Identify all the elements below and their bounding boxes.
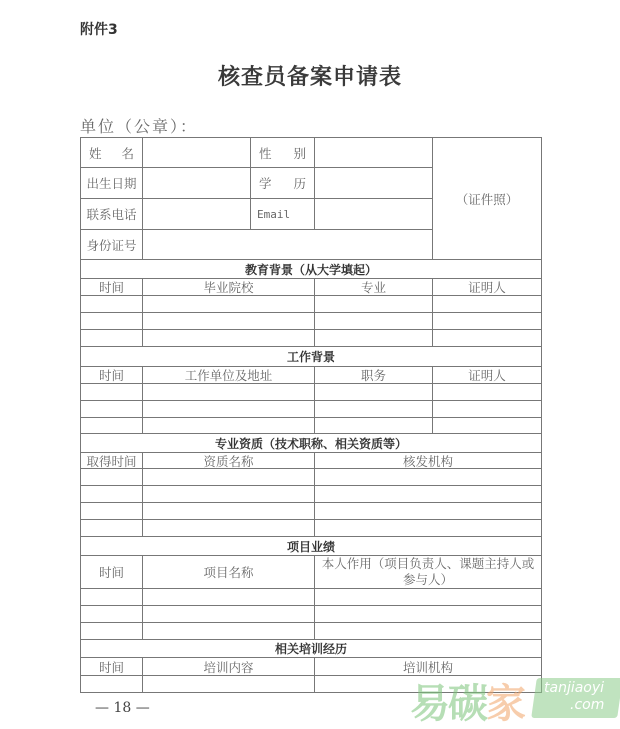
email-label: Email xyxy=(257,207,291,221)
projects-col-name: 项目名称 xyxy=(203,565,254,580)
row-line xyxy=(80,502,542,503)
name-label-a: 姓 xyxy=(89,145,102,161)
work-col-witness: 证明人 xyxy=(468,368,506,383)
name-field[interactable] xyxy=(143,138,250,167)
qualification-col-date: 取得时间 xyxy=(86,453,137,469)
education-level-field[interactable] xyxy=(315,168,432,198)
row-line xyxy=(80,312,542,313)
row-line xyxy=(80,468,542,469)
work-col-time: 时间 xyxy=(98,368,124,383)
work-col-employer: 工作单位及地址 xyxy=(184,368,273,383)
attachment-label: 附件3 xyxy=(80,22,118,38)
qualification-section-title: 专业资质（技术职称、相关资质等） xyxy=(214,436,407,451)
gender-label-b: 别 xyxy=(293,145,306,161)
row-line xyxy=(80,400,542,401)
watermark-char-3: 家 xyxy=(486,681,524,727)
work-section-title: 工作背景 xyxy=(286,350,335,364)
watermark-logo xyxy=(410,672,620,727)
id-number-label: 身份证号 xyxy=(86,237,137,253)
work-col-position: 职务 xyxy=(360,368,386,383)
row-line xyxy=(80,605,542,606)
unit-seal-label: 单位（公章）： xyxy=(80,117,199,136)
projects-col-role xyxy=(315,556,541,588)
table-border-right xyxy=(541,137,542,693)
watermark-domain-name: tanjiaoyi xyxy=(544,680,605,696)
row-line xyxy=(80,417,542,418)
watermark-char-2: 碳 xyxy=(448,681,486,727)
education-col-witness: 证明人 xyxy=(468,280,506,295)
projects-col-time: 时间 xyxy=(98,565,124,580)
training-section-title: 相关培训经历 xyxy=(274,642,347,656)
birth-date-label: 出生日期 xyxy=(86,176,137,191)
gender-label xyxy=(251,138,314,167)
education-col-school: 毕业院校 xyxy=(203,280,254,295)
education-level-label xyxy=(251,168,314,198)
education-col-time: 时间 xyxy=(98,280,124,295)
projects-col-role-line2: 参与人） xyxy=(402,572,453,587)
form-title: 核查员备案申请表 xyxy=(217,64,402,90)
watermark-chinese xyxy=(410,672,524,729)
education-level-label-b: 历 xyxy=(293,176,306,191)
gender-field[interactable] xyxy=(315,138,432,167)
phone-label: 联系电话 xyxy=(86,207,137,222)
education-section-title: 教育背景（从大学填起） xyxy=(244,262,377,277)
page-number: — 18 — xyxy=(95,700,150,716)
training-col-institution: 培训机构 xyxy=(402,659,453,675)
row-line xyxy=(80,485,542,486)
qualification-col-issuer: 核发机构 xyxy=(402,453,453,469)
education-col-major: 专业 xyxy=(360,280,386,295)
row-line xyxy=(80,622,542,623)
training-col-time: 时间 xyxy=(98,659,124,675)
training-col-content: 培训内容 xyxy=(203,659,254,675)
id-number-field[interactable] xyxy=(143,230,432,259)
birth-date-field[interactable] xyxy=(143,168,250,198)
watermark-char-1: 易 xyxy=(410,681,448,727)
projects-section-title: 项目业绩 xyxy=(286,539,335,554)
name-label-b: 名 xyxy=(121,145,134,161)
row-line xyxy=(80,588,542,589)
email-field[interactable] xyxy=(315,199,432,229)
row-line xyxy=(80,329,542,330)
id-photo-box[interactable]: （证件照） xyxy=(455,191,519,207)
row-line xyxy=(80,519,542,520)
gender-label-a: 性 xyxy=(259,145,272,161)
projects-col-role-line1: 本人作用（项目负责人、课题主持人或 xyxy=(321,556,535,571)
education-level-label-a: 学 xyxy=(259,176,272,191)
watermark-domain-tld: .com xyxy=(570,697,605,713)
name-label xyxy=(81,138,142,167)
phone-field[interactable] xyxy=(143,199,250,229)
qualification-col-name: 资质名称 xyxy=(203,453,254,469)
